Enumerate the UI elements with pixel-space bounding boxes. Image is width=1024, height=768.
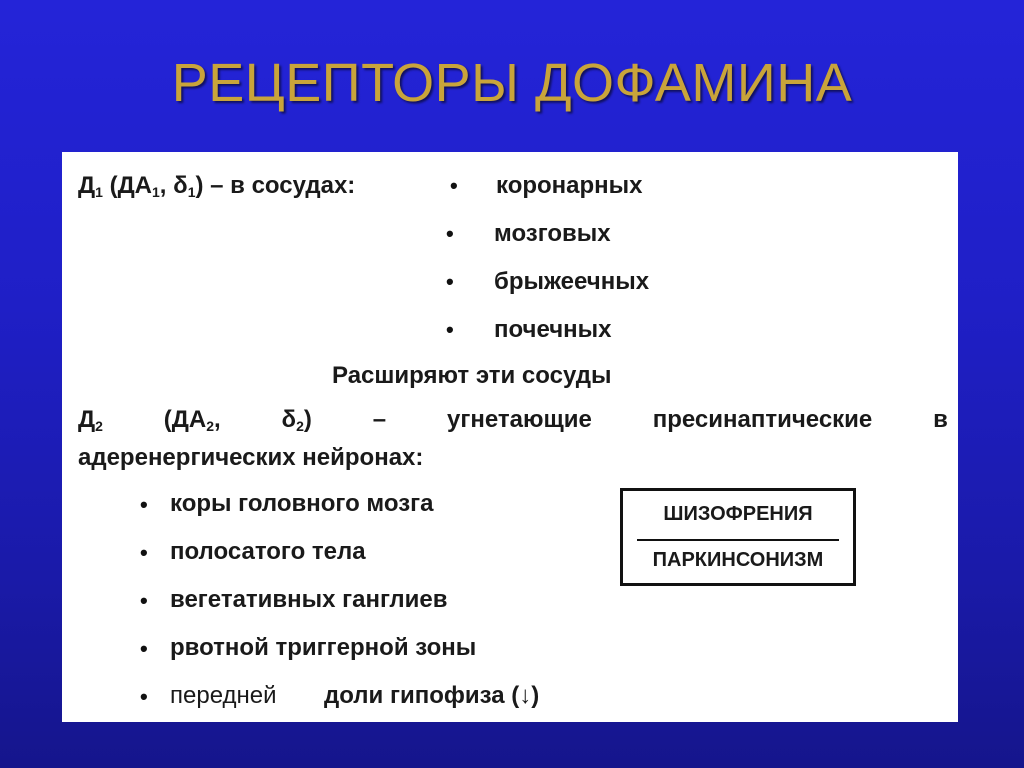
d2-da: ($ДА_2$, [163,406,221,434]
d2-heading-line2: адеренергических нейронах: [78,444,424,471]
d1-delta: , δ [159,172,188,199]
d2-heading-line1 [78,406,948,434]
box-label-parkinsonism: ПАРКИНСОНИЗМ [652,549,824,571]
site-item-prefix: передней [170,682,277,709]
site-item: рвотной триггерной зоны [170,634,477,661]
bullet-icon: • [446,221,454,246]
vessel-item: почечных [494,316,612,343]
d1-da-sub: 1 [152,184,160,200]
bullet-icon: • [446,269,454,294]
d1-sub: 1 [95,184,103,200]
vessel-item: коронарных [496,172,643,199]
d1-effect: Расширяют эти сосуды [332,362,612,389]
bullet-icon: • [140,540,148,565]
d2-word-in: в [933,406,948,433]
site-item: полосатого тела [170,538,366,565]
box-divider [637,539,839,541]
vessel-item: мозговых [494,220,611,247]
bullet-icon: • [140,588,148,613]
d2-word-inhibiting: угнетающие [447,406,592,433]
site-item: доли гипофиза (↓) [324,682,540,709]
d1-da: (ДА [102,172,152,199]
d2-word-presynaptic: пресинаптические [652,406,873,433]
d2-label: $Д_2$ [78,406,103,434]
bullet-icon: • [450,173,458,198]
bullet-icon: • [140,636,148,661]
disease-box [620,488,856,586]
bullet-icon: • [140,492,148,517]
d1-location: ) – в сосудах: [195,172,356,199]
box-label-schizophrenia: ШИЗОФРЕНИЯ [663,503,813,525]
d2-delta: $\delta_2$) [281,406,312,434]
content-panel [62,152,958,722]
bullet-icon: • [446,317,454,342]
d2-dash: – [372,406,387,433]
bullet-icon: • [140,684,148,709]
d1-delta-sub: 1 [187,184,196,200]
d1-label: Д [78,172,96,199]
site-item: коры головного мозга [170,490,434,517]
d1-heading [78,172,355,200]
site-item: вегетативных ганглиев [170,586,448,613]
vessel-item: брыжеечных [494,268,650,295]
slide-title: РЕЦЕПТОРЫ ДОФАМИНА [171,53,853,113]
